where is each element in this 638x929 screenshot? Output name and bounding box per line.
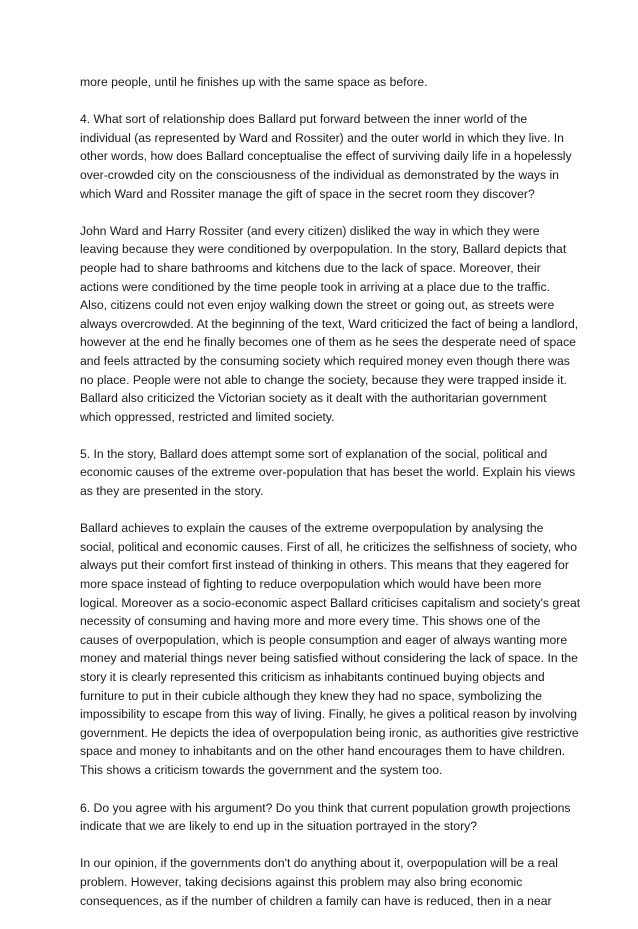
text-line: actions were conditioned by the time people took in arriving at a place due to the traffic.: [80, 279, 550, 294]
text-line: government. He depicts the idea of overpopulation being ironic, as authorities give restrictive: [80, 725, 579, 740]
text-line: necessity of consuming and having more and more every time. This shows one of the: [80, 614, 541, 629]
text-line: John Ward and Harry Rossiter (and every citizen) disliked the way in which they were: [80, 223, 540, 238]
text-line: impossibility to escape from this way of living. Finally, he gives a political reason by involving: [80, 707, 577, 722]
answer-6: [80, 854, 560, 910]
text-line: Also, citizens could not even enjoy walking down the street or going out, as streets were: [80, 298, 555, 313]
text-line: logical. Moreover as a socio-economic aspect Ballard criticises capitalism and society's great: [80, 595, 581, 610]
question-6: [80, 799, 571, 836]
text-line: Ballard also criticized the Victorian society as it dealt with the authoritarian government: [80, 391, 547, 406]
text-line: consequences, as if the number of children a family can have is reduced, then in a near: [80, 893, 552, 908]
document-body: [80, 73, 581, 929]
text-line: as they are presented in the story.: [80, 484, 264, 499]
text-line: individual (as represented by Ward and Rossiter) and the outer world in which they live. In: [80, 130, 564, 145]
paragraph-continuation: [80, 73, 560, 92]
text-line: social, political and economic causes. First of all, he criticizes the selfishness of society, who: [80, 539, 577, 554]
text-line: In our opinion, if the governments don't do anything about it, overpopulation will be a real: [80, 856, 558, 871]
text-line: story it is clearly represented this criticism as inhabitants continued buying objects and: [80, 670, 545, 684]
text-line: always put their comfort first instead of thinking in others. This means that they eagered for: [80, 558, 569, 573]
text-line: no place. People were not able to change the society, because they were trapped inside it.: [80, 372, 567, 387]
text-line: however at the end he finally becomes one of them as he sees the desperate need of space: [80, 335, 576, 350]
text-line: money and material things never being satisfied without considering the lack of space. In the: [80, 651, 578, 666]
text-line: 6. Do you agree with his argument? Do you think that current population growth projections: [80, 800, 571, 815]
answer-5: [80, 519, 581, 779]
text-line: people had to share bathrooms and kitchens due to the lack of space. Moreover, their: [80, 260, 541, 275]
text-line: furniture to put in their cubicle although they knew they had no space, symbolizing the: [80, 688, 543, 703]
text-line: 5. In the story, Ballard does attempt some sort of explanation of the social, political and: [80, 446, 548, 461]
text-line: 4. What sort of relationship does Ballard put forward between the inner world of the: [80, 112, 528, 127]
text-line: space and money to inhabitants and on the other hand encourages them to have children.: [80, 744, 566, 759]
text-line: economic causes of the extreme over-population that has beset the world. Explain his views: [80, 465, 576, 480]
question-4: [80, 110, 572, 203]
text-line: more people, until he finishes up with the same space as before.: [80, 75, 428, 89]
text-line: more space instead of fighting to reduce overpopulation which would have been more: [80, 577, 542, 592]
text-line: indicate that we are likely to end up in the situation portrayed in the story?: [80, 819, 478, 834]
answer-4: [80, 222, 579, 427]
text-line: causes of overpopulation, which is people consumption and eager of always wanting more: [80, 632, 568, 647]
text-line: Ballard achieves to explain the causes of the extreme overpopulation by analysing the: [80, 521, 544, 536]
text-line: which oppressed, restricted and limited society.: [80, 409, 335, 424]
text-line: leaving because they were conditioned by overpopulation. In the story, Ballard depicts that: [80, 242, 567, 257]
text-line: and feels attracted by the consuming society which required money even though there was: [80, 353, 570, 368]
text-line: over-crowded city on the consciousness of the individual as demonstrated by the ways in: [80, 167, 559, 182]
text-line: always overcrowded. At the beginning of the text, Ward criticized the fact of being a landlord,: [80, 316, 579, 331]
text-line: problem. However, taking decisions against this problem may also bring economic: [80, 874, 523, 889]
text-line: other words, how does Ballard conceptualise the effect of surviving daily life in a hopelessly: [80, 149, 572, 164]
question-5: [80, 445, 576, 501]
text-line: This shows a criticism towards the government and the system too.: [80, 762, 443, 777]
text-line: which Ward and Rossiter manage the gift of space in the secret room they discover?: [80, 186, 535, 201]
